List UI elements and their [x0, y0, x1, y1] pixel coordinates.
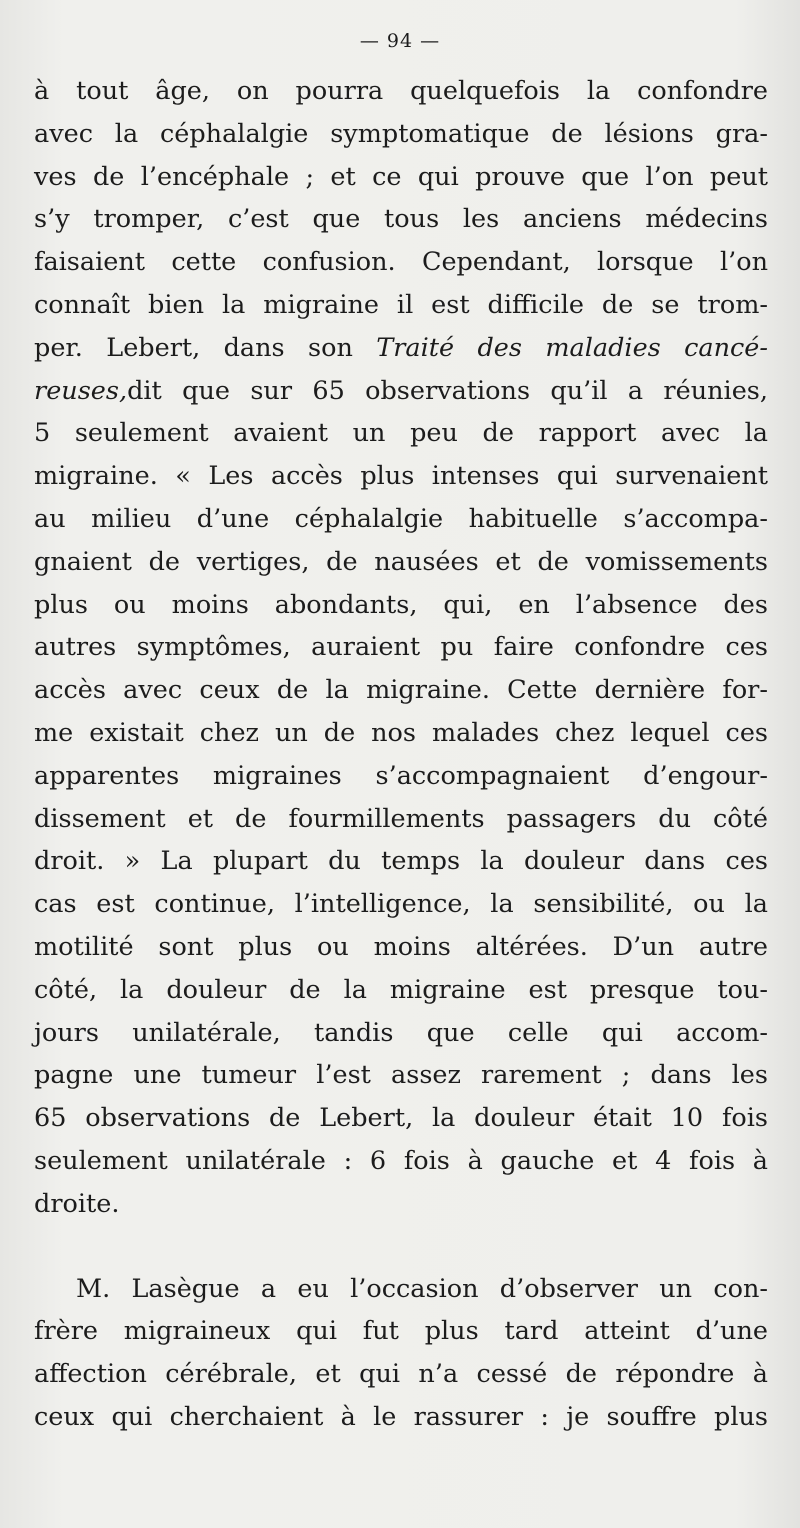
text-line: pagne une tumeur l’est assez rarement ; dans les	[34, 1060, 768, 1091]
text-line: avec la céphalalgie symptomatique de lésions gra-	[34, 118, 768, 149]
text-line: dissement et de fourmillements passagers du côté	[34, 803, 768, 834]
text-line: seulement unilatérale : 6 fois à gauche et 4 fois à	[34, 1145, 768, 1176]
text-line: accès avec ceux de la migraine. Cette dernière for-	[34, 675, 768, 706]
text-line: connaît bien la migraine il est difficile de se trom-	[34, 289, 768, 320]
text-line: à tout âge, on pourra quelquefois la confondre	[34, 76, 768, 106]
text-line: M. Lasègue a eu l’occasion d’observer un con-	[76, 1273, 768, 1304]
text-line: côté, la douleur de la migraine est presque tou-	[34, 974, 768, 1005]
text-line: affection cérébrale, et qui n’a cessé de répondre à	[34, 1359, 768, 1390]
text-line: me existait chez un de nos malades chez lequel ces	[34, 717, 768, 748]
text-line: au milieu d’une céphalalgie habituelle s’accompa-	[34, 503, 768, 534]
paragraph-2	[34, 1268, 768, 1439]
text-line: faisaient cette confusion. Cependant, lorsque l’on	[34, 247, 768, 278]
page-body	[34, 70, 768, 1439]
text-line: autres symptômes, auraient pu faire confondre ces	[34, 632, 768, 663]
text-line: 5 seulement avaient un peu de rapport avec la	[34, 418, 768, 449]
paragraph-break	[34, 1226, 768, 1268]
text-line: jours unilatérale, tandis que celle qui accom-	[34, 1017, 768, 1048]
text-line: plus ou moins abondants, qui, en l’absence des	[34, 589, 768, 620]
text-line: droit. » La plupart du temps la douleur dans ces	[34, 846, 768, 877]
text-line: frère migraineux qui fut plus tard atteint d’une	[34, 1316, 768, 1347]
text-line: apparentes migraines s’accompagnaient d’engour-	[34, 760, 768, 791]
text-segment: dit que sur 65 observations qu’il a réunies,	[127, 375, 768, 406]
text-line: ceux qui cherchaient à le rassurer : je souffre plus	[34, 1401, 768, 1432]
text-line-with-title	[34, 370, 768, 413]
text-line: ves de l’encéphale ; et ce qui prouve que l’on peut	[34, 161, 768, 192]
book-title-italic: Traité des maladies cancé-	[376, 332, 768, 363]
page-number: — 94 —	[359, 30, 441, 52]
text-line: motilité sont plus ou moins altérées. D’un autre	[34, 931, 768, 962]
text-line: droite.	[34, 1188, 120, 1219]
text-line: gnaient de vertiges, de nausées et de vomissements	[34, 546, 768, 577]
paragraph-1	[34, 70, 768, 1226]
text-line: migraine. « Les accès plus intenses qui survenaient	[34, 461, 768, 492]
text-line: 65 observations de Lebert, la douleur était 10 fois	[34, 1103, 768, 1134]
text-line: s’y tromper, c’est que tous les anciens médecins	[34, 204, 768, 235]
book-title-italic-continued: reuses,	[34, 375, 128, 406]
text-line: cas est continue, l’intelligence, la sensibilité, ou la	[34, 889, 768, 920]
text-line-with-title	[34, 327, 768, 370]
text-segment: per. Lebert, dans son	[34, 332, 353, 363]
